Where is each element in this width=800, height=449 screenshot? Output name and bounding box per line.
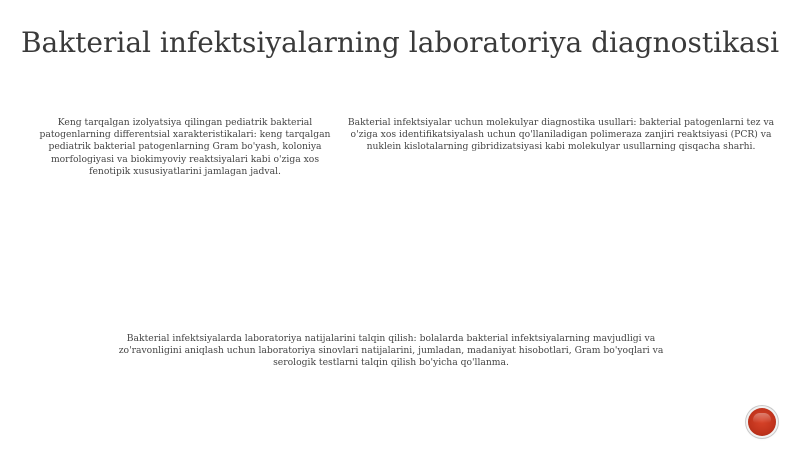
caption-molecular-diagnostics: Bakterial infektsiyalar uchun molekulyar diagnostika usullari: bakterial patogenlarni tez va o'ziga xos identifikatsiyalash uchun qo'llaniladigan polimeraza zanjiri reaktsiyasi (PCR) va nuklein kislotalarning gibridizatsiyasi kabi molekulyar usullarning qisqacha sharhi.: [347, 117, 775, 153]
caption-result-interpretation: Bakterial infektsiyalarda laboratoriya natijalarini talqin qilish: bolalarda bakterial infektsiyalarning mavjudligi va zo'ravonligini aniqlash uchun laboratoriya sinovlari natijalarini, jumladan, madaniyat hisobotlari, Gram bo'yoqlari va serologik testlarni talqin qilish bo'yicha qo'llanma.: [118, 333, 664, 369]
red-circle-nav-icon[interactable]: [748, 408, 776, 436]
caption-pathogen-characteristics: Keng tarqalgan izolyatsiya qilingan pediatrik bakterial patogenlarning differentsial xarakteristikalari: keng tarqalgan pediatrik bakterial patogenlarning Gram bo'yash, koloniya morfologiyasi va biokimyoviy reaktsiyalari kabi o'ziga xos fenotipik xususiyatlarini jamlagan jadval.: [39, 117, 331, 177]
slide-title: Bakterial infektsiyalarning laboratoriya diagnostikasi: [20, 26, 780, 59]
